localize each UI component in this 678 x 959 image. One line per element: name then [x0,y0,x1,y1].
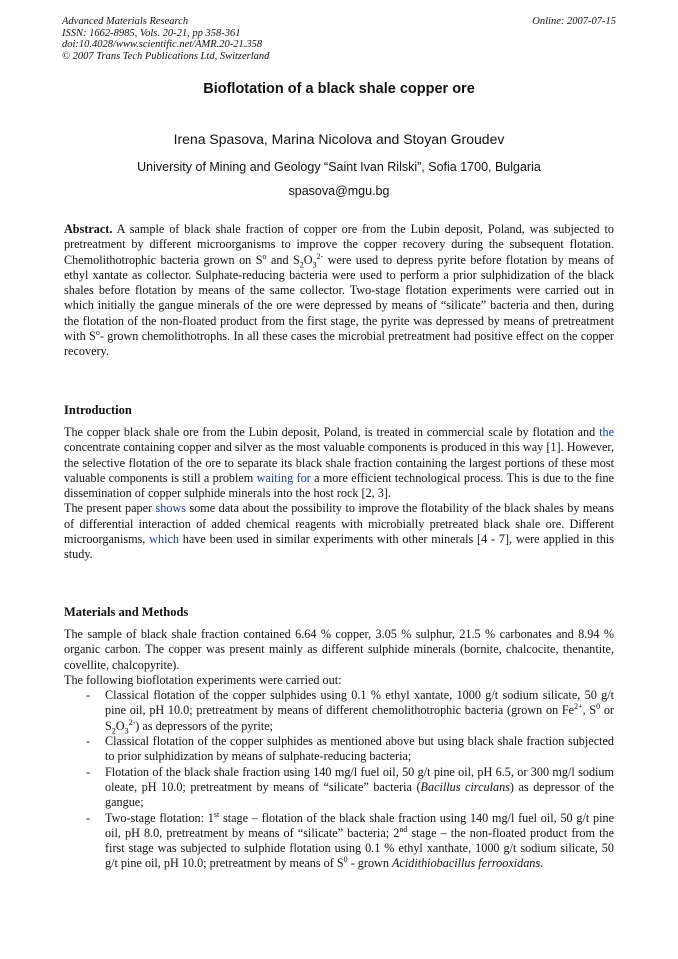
journal-header [62,16,269,62]
abstract-text: and S [266,252,300,267]
species-name: Acidithiobacillus ferrooxidans [391,856,541,871]
body-text: have been used in similar experiments with other minerals [4 - 7], were applied in this study. [64,532,614,562]
subscript: 2 [299,260,304,270]
superscript: 2- [316,251,324,261]
species-name: Bacillus circulans [420,779,510,794]
superscript: st [213,809,220,819]
abstract-paragraph [64,222,614,360]
body-text: Classical flotation of the copper sulphides using 0.1 % ethyl xantate, 1000 g/t sodium silicate, 50 g/t pine oil, pH 10.0; pretreatment by means of different chemolithotrophic bacteria (grown on Fe [105,688,614,718]
methods-paragraph-2: The following bioflotation experiments were carried out: [64,672,342,687]
journal-issn: ISSN: 1662-8985, Vols. 20-21, pp 358-361 [62,27,241,39]
list-item [64,811,614,872]
online-date: Online: 2007-07-15 [532,16,616,27]
list-dash: - [86,688,91,703]
highlighted-word: the [599,425,614,439]
body-text: some data about the possibility to improve the flotability of the black shales by means of differential interaction of added chemical reagents with microbially pretreated black shale ore. Different microorganisms, [64,501,614,547]
list-item [64,765,614,811]
affiliation: University of Mining and Geology “Saint Ivan Rilski”, Sofia 1700, Bulgaria [137,160,541,174]
superscript: 0 [596,702,601,712]
journal-doi: doi:10.4028/www.scientific.net/AMR.20-21.358 [62,39,263,50]
body-text: ) as depressors of the pyrite; [135,718,274,733]
body-text: Two-stage flotation: 1 [105,810,214,825]
body-text: Flotation of the black shale fraction using 140 mg/l fuel oil, 50 g/t pine oil, pH 6.5, or 300 mg/l sodium oleate, pH 10.0; pretreatment by means of “silicate” bacteria ( [105,764,614,794]
paper-title: Bioflotation of a black shale copper ore [203,81,475,97]
superscript: 2+ [574,702,583,712]
author-list: Irena Spasova, Marina Nicolova and Stoyan Groudev [173,131,505,147]
body-text: . [540,856,544,871]
abstract-text: - grown chemolithotrophs. In all these cases the microbial pretreatment had positive effect on the copper recovery. [64,329,614,359]
experiment-list [64,688,614,872]
list-item [64,688,614,734]
body-text: - grown [347,856,392,871]
superscript: nd [399,824,408,834]
abstract-text: O [303,252,313,267]
subscript: 3 [312,260,317,270]
body-text: O [115,718,125,733]
introduction-heading: Introduction [64,403,132,417]
highlighted-word: which [149,532,179,547]
body-text: The copper black shale ore from the Lubin deposit, Poland, is treated in commercial scale by flotation and [64,425,600,439]
body-text: concentrate containing copper and silver as the most valuable components is produced in this way [1]. However, the selective flotation of the ore to separate its black shale fraction containing the largest portions of these most valuable components is still a problem [64,440,614,485]
methods-paragraph-1: The sample of black shale fraction contained 6.64 % copper, 3.05 % sulphur, 21.5 % carbonates and 8.94 % organic carbon. The copper was present mainly as different sulphide minerals (bornite, chalcocite, thenantite, covellite, chalcopyrite). [64,627,614,672]
superscript: o [95,328,100,338]
subscript: 2 [111,726,116,736]
body-text: The present paper [64,501,156,516]
list-dash: - [86,764,91,779]
abstract-text: A sample of black shale fraction of copper ore from the Lubin deposit, Poland, was subjected to pretreatment by different microorganisms to improve the copper recovery during the subsequent flotation. Chemolithotrophic bacteria grown on S [64,222,614,267]
introduction-paragraph-1 [64,425,614,501]
list-dash: - [86,810,91,825]
abstract [64,222,614,360]
methods-body [64,627,614,872]
list-dash: - [86,734,91,749]
superscript: 0 [343,855,348,865]
list-item [64,734,614,765]
body-text: ) as depressor of the gangue; [105,779,614,810]
introduction-paragraph-2 [64,501,614,562]
author-email: spasova@mgu.bg [288,184,390,198]
superscript: o [262,251,267,261]
subscript: 3 [124,726,129,736]
body-text: stage – flotation of the black shale fraction using 140 mg/l fuel oil, 50 g/t pine oil, pH 8.0, pretreatment by means of “silicate” bacteria; 2 [105,810,614,840]
body-text: , S [582,703,597,718]
abstract-text: were used to depress pyrite before flotation by means of ethyl xantate as collector. Sulphate-reducing bacteria were used to perform a prior sulphidization of the black shales before flotation by means of the same collector. Two-stage flotation experiments were carried out in which initially the gangue minerals of the ore were depressed by means of “silicate” bacteria and then, during the flotation of the non-floated product from the first stage, the pyrite was depressed by means of pretreatment with S [64,252,615,344]
superscript: 2- [128,717,136,727]
introduction-body [64,425,614,563]
body-text: or S [105,703,614,733]
highlighted-word: waiting for [256,470,311,485]
methods-heading: Materials and Methods [64,605,189,619]
journal-copyright: © 2007 Trans Tech Publications Ltd, Switzerland [62,50,270,62]
body-text: Classical flotation of the copper sulphides as mentioned above but using black shale fraction subjected to prior sulphidization by means of sulphate-reducing bacteria; [105,734,614,764]
body-text: stage – the non-floated product from the first stage was subjected to sulphide flotation using 0.1 % ethyl xanthate, 1000 g/t sodium silicate, 50 g/t pine oil, pH 10.0; pretreatment by means of S [105,825,614,871]
highlighted-word: shows [155,501,187,516]
body-text: a more efficient technological process. This is due to the fine dissemination of copper sulphide minerals into the host rock [2, 3]. [64,470,614,501]
abstract-label: Abstract. [64,222,113,236]
journal-name: Advanced Materials Research [62,16,189,27]
